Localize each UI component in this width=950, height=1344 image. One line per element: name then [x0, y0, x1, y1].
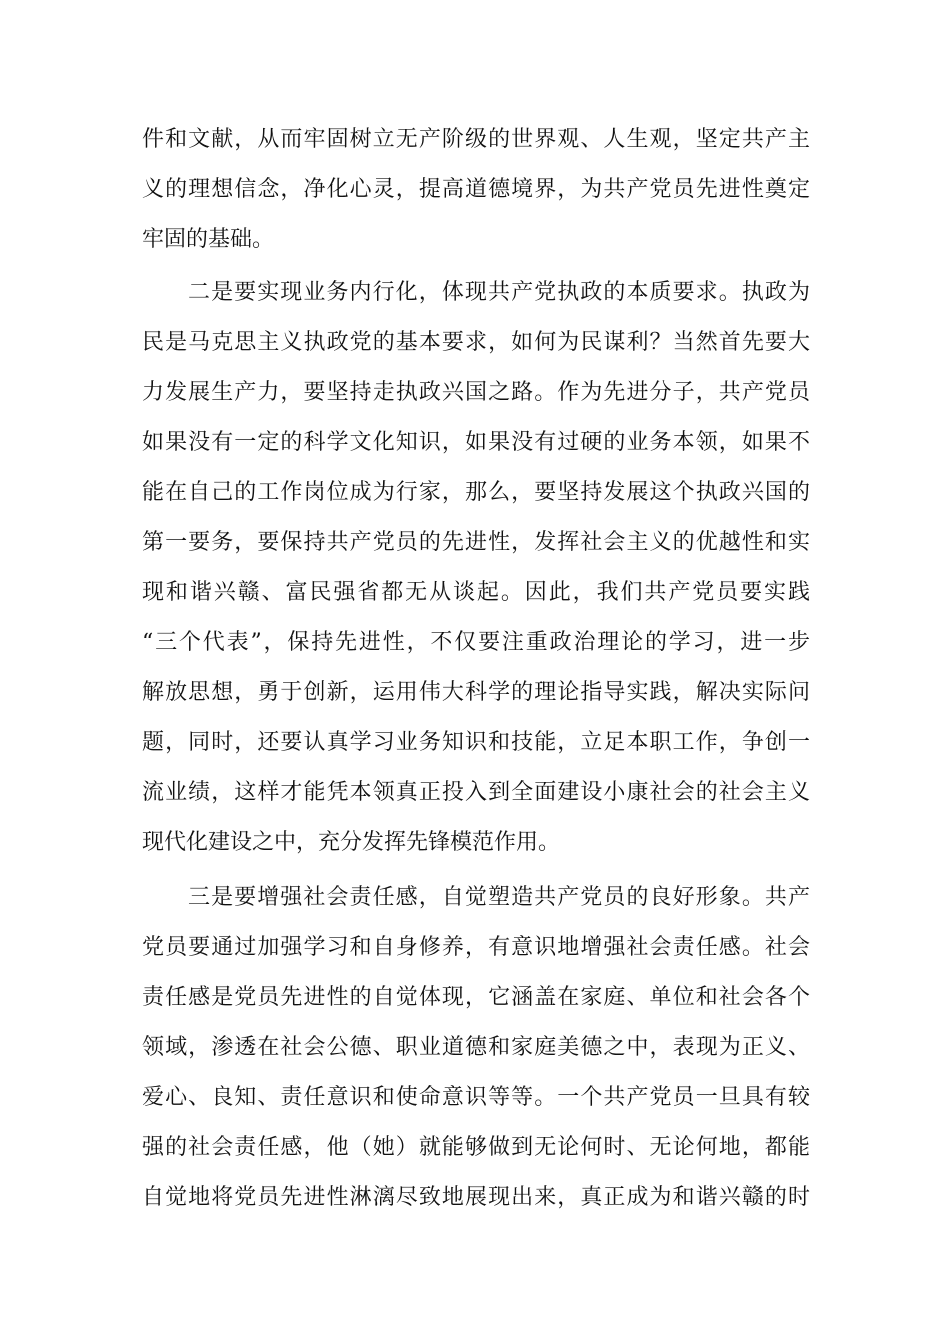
- paragraph-3-line-1: 三是要增强社会责任感，自觉塑造共产党员的良好形象。共产: [188, 885, 810, 910]
- paragraph-2-line-11: 流业绩，这样才能凭本领真正投入到全面建设小康社会的社会主义: [142, 780, 810, 805]
- paragraph-2-line-5: 能在自己的工作岗位成为行家，那么，要坚持发展这个执政兴国的: [142, 480, 810, 505]
- paragraph-2-line-12: 现代化建设之中，充分发挥先锋模范作用。: [142, 830, 561, 855]
- paragraph-3-line-2: 党员要通过加强学习和自身修养，有意识地增强社会责任感。社会: [142, 935, 810, 960]
- paragraph-3-line-3: 责任感是党员先进性的自觉体现，它涵盖在家庭、单位和社会各个: [142, 985, 810, 1010]
- paragraph-2-line-3: 力发展生产力，要坚持走执政兴国之路。作为先进分子，共产党员: [142, 380, 810, 405]
- paragraph-1-line-2: 义的理想信念，净化心灵，提高道德境界，为共产党员先进性奠定: [142, 177, 810, 202]
- paragraph-3-line-6: 强的社会责任感，他（她）就能够做到无论何时、无论何地，都能: [142, 1135, 810, 1160]
- paragraph-3-line-4: 领域，渗透在社会公德、职业道德和家庭美德之中，表现为正义、: [142, 1035, 810, 1060]
- paragraph-2-line-4: 如果没有一定的科学文化知识，如果没有过硬的业务本领，如果不: [142, 430, 810, 455]
- paragraph-2-line-1: 二是要实现业务内行化，体现共产党执政的本质要求。执政为: [188, 280, 810, 305]
- paragraph-3-line-7: 自觉地将党员先进性淋漓尽致地展现出来，真正成为和谐兴赣的时: [142, 1185, 810, 1210]
- paragraph-2-line-6: 第一要务，要保持共产党员的先进性，发挥社会主义的优越性和实: [142, 530, 810, 555]
- paragraph-1-line-3: 牢固的基础。: [142, 227, 275, 252]
- paragraph-1-line-1: 件和文献，从而牢固树立无产阶级的世界观、人生观，坚定共产主: [142, 127, 810, 152]
- paragraph-3-line-5: 爱心、良知、责任意识和使命意识等等。一个共产党员一旦具有较: [142, 1085, 810, 1110]
- paragraph-2-line-7: 现和谐兴赣、富民强省都无从谈起。因此，我们共产党员要实践: [142, 580, 810, 605]
- paragraph-2-line-2: 民是马克思主义执政党的基本要求，如何为民谋利？当然首先要大: [142, 330, 810, 355]
- paragraph-2-line-8: “三个代表”，保持先进性，不仅要注重政治理论的学习，进一步: [142, 630, 810, 655]
- paragraph-2-line-9: 解放思想，勇于创新，运用伟大科学的理论指导实践，解决实际问: [142, 680, 810, 705]
- paragraph-2-line-10: 题，同时，还要认真学习业务知识和技能，立足本职工作，争创一: [142, 730, 810, 755]
